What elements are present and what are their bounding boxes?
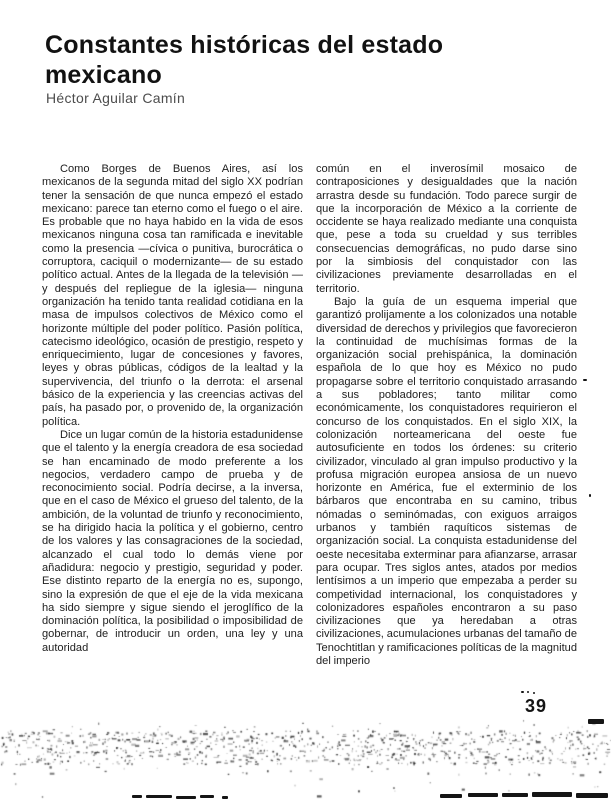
body-paragraph: común en el inverosímil mosaico de contraposiciones y desigualdades que la nación arrastra desde su fundación. Todo parece surgir de que la incorporación de México a la corriente de occidente se haya realizado mediante una conquista que, pese a toda su crueldad y sus terribles consecuencias demográficas, no pudo darse sino por la simbiosis del conquistador con las civilizaciones previamente desarrolladas en el territorio.	[316, 163, 577, 295]
scan-noise-band	[0, 718, 611, 800]
text-column-right	[316, 163, 577, 668]
scan-artifact	[588, 719, 604, 724]
scan-artifact	[132, 795, 142, 798]
scan-artifact	[521, 691, 524, 693]
scan-artifact	[468, 793, 498, 797]
scan-artifact	[222, 796, 228, 799]
body-paragraph: Dice un lugar común de la historia estadunidense que el talento y la energía creadora de esa sociedad se han encaminado de modo preferente a los negocios, verdadero campo de prueba y de reconocimiento social. Podría decirse, a la inversa, que en el caso de México el grueso del talento, de la ambición, de la voluntad de triunfo y reconocimiento, se ha dirigido hacia la política y el gobierno, centro de los valores y las consagraciones de la sociedad, alcanzado el cual todo lo demás viene por añadidura: negocio y prestigio, seguridad y poder. Ese distinto reparto de la energía no es, supongo, sino la expresión de que el eje de la vida mexicana ha sido siempre y sigue siendo el jeroglífico de la dominación política, la posibilidad o imposibilidad de gobernar, de introducir un orden, una ley y una autoridad	[42, 428, 303, 654]
page-title: Constantes históricas del estado mexicano	[45, 31, 444, 89]
scan-artifact	[532, 792, 572, 797]
scan-artifact	[440, 794, 462, 798]
scan-artifact	[527, 691, 529, 693]
scan-artifact	[146, 795, 172, 798]
scan-artifact	[576, 793, 608, 798]
text-column-left	[42, 163, 303, 668]
scan-artifact	[502, 793, 528, 797]
scan-artifact	[583, 379, 587, 381]
scan-artifact	[589, 494, 591, 497]
scan-artifact	[176, 796, 196, 799]
scan-artifact	[200, 795, 214, 798]
author-byline: Héctor Aguilar Camín	[46, 90, 186, 106]
body-paragraph: Como Borges de Buenos Aires, así los mexicanos de la segunda mitad del siglo XX podrían tener la sensación de que nunca empezó el estado mexicano: parece tan eterno como el fuego o el aire. Es probable que no haya habido en la vida de esos mexicanos ninguna cosa tan ramificada e inevitable como la presencia —cívica o punitiva, burocrática o corruptora, caciquil o modernizante— de su estado político actual. Antes de la llegada de la televisión —y después del repliegue de la iglesia— ninguna organización ha tenido tanta realidad cotidiana en la masa de impulsos colectivos de México como el horizonte múltiple del poder político. Pasión política, catecismo ideológico, ocasión de prestigio, respeto y enriquecimiento, lugar de concesiones y favores, leyes y obras públicas, códigos de la lealtad y la supervivencia, del triunfo o la derrota: el arsenal básico de la experiencia y las creencias activas del país, ha pasado por, o provenido de, la organización política.	[42, 163, 303, 428]
body-paragraph: Bajo la guía de un esquema imperial que garantizó prolijamente a los colonizados una notable diversidad de derechos y privilegios que favorecieron la continuidad de muchísimas formas de la organización social prehispánica, la dominación española de lo que hoy es México no pudo propagarse sobre el territorio conquistado arrasando a sus pobladores; tanto militar como económicamente, los conquistadores requirieron el concurso de los conquistados. En el siglo XIX, la colonización norteamericana del oeste fue autosuficiente en todos los órdenes: su criterio civilizador, vinculado al gran impulso productivo y la profusa migración europea ansiosa de un nuevo horizonte en América, fue el exterminio de los bárbaros que encontraba en su camino, tribus nómadas o seminómadas, con exiguos arraigos urbanos y también raquíticos sistemas de organización social. La conquista estadunidense del oeste necesitaba exterminar para afianzarse, arrasar para ocupar. Tres siglos antes, atados por medios lentísimos a un imperio que empezaba a perder su competividad internacional, los conquistadores y colonizadores españoles encontraron a su paso civilizaciones que ya heredaban a otras civilizaciones, acumulaciones urbanas del tamaño de Tenochtitlan y ramificaciones políticas de la magnitud del imperio	[316, 295, 577, 667]
page-number: 39	[525, 696, 548, 716]
body-text	[42, 163, 577, 668]
scan-artifact	[533, 692, 535, 694]
